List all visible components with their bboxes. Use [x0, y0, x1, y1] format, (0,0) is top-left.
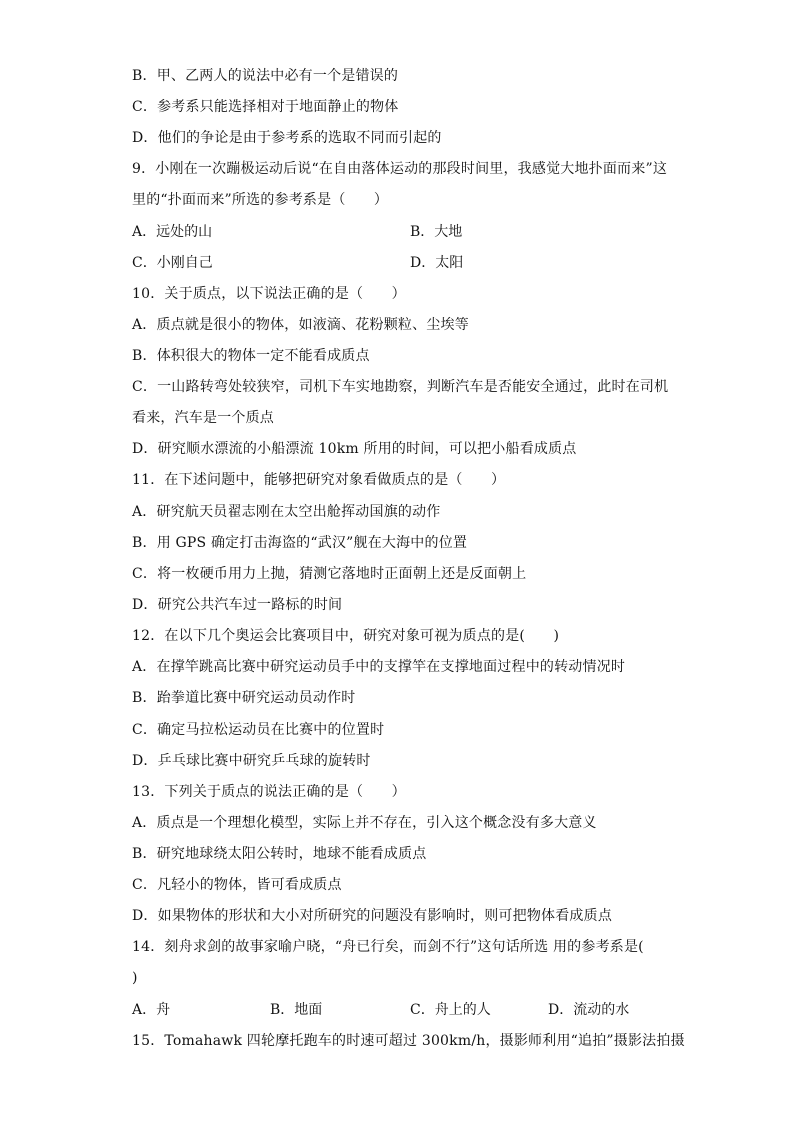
q13-option-c: C．凡轻小的物体，皆可看成质点 — [132, 877, 342, 893]
q8-option-b: B．甲、乙两人的说法中必有一个是错误的 — [132, 68, 399, 84]
q14-option-c: C．舟上的人 — [410, 1002, 491, 1018]
q12-option-b: B．跆拳道比赛中研究运动员动作时 — [132, 690, 356, 706]
q11-stem: 11．在下述问题中，能够把研究对象看做质点的是（ ） — [132, 472, 506, 488]
q12-stem: 12．在以下几个奥运会比赛项目中，研究对象可视为质点的是( ) — [132, 628, 560, 644]
q12-option-d: D．乒乓球比赛中研究乒乓球的旋转时 — [132, 753, 371, 769]
q9-option-d: D．太阳 — [410, 255, 464, 271]
q12-option-a: A．在撑竿跳高比赛中研究运动员手中的支撑竿在支撑地面过程中的转动情况时 — [132, 659, 626, 675]
q10-option-c-line-2: 看来，汽车是一个质点 — [132, 410, 274, 426]
q9-stem-line-2: 里的“扑面而来”所选的参考系是（ ） — [132, 192, 389, 208]
q10-option-a: A．质点就是很小的物体，如液滴、花粉颗粒、尘埃等 — [132, 317, 469, 333]
q12-option-c: C．确定马拉松运动员在比赛中的位置时 — [132, 722, 385, 738]
q11-option-b: B．用 GPS 确定打击海盗的“武汉”舰在大海中的位置 — [132, 535, 468, 551]
q13-option-b: B．研究地球绕太阳公转时，地球不能看成质点 — [132, 846, 427, 862]
q14-option-d: D．流动的水 — [548, 1002, 630, 1018]
q8-option-c: C．参考系只能选择相对于地面静止的物体 — [132, 99, 399, 115]
q13-option-a: A．质点是一个理想化模型，实际上并不存在，引入这个概念没有多大意义 — [132, 815, 597, 831]
q14-stem-line-1: 14．刻舟求剑的故事家喻户晓，“舟已行矣，而剑不行”这句话所选 用的参考系是( — [132, 939, 644, 955]
q9-option-a: A．远处的山 — [132, 224, 213, 240]
q11-option-c: C．将一枚硬币用力上抛，猜测它落地时正面朝上还是反面朝上 — [132, 566, 527, 582]
q10-option-c-line-1: C．一山路转弯处较狭窄，司机下车实地勘察，判断汽车是否能安全通过，此时在司机 — [132, 379, 669, 395]
q8-option-d: D．他们的争论是由于参考系的选取不同而引起的 — [132, 130, 442, 146]
q9-option-b: B．大地 — [410, 224, 463, 240]
q14-option-a: A．舟 — [132, 1002, 171, 1018]
q11-option-d: D．研究公共汽车过一路标的时间 — [132, 597, 343, 613]
q10-stem: 10．关于质点，以下说法正确的是（ ） — [132, 286, 406, 302]
q9-option-c: C．小刚自己 — [132, 255, 213, 271]
q13-option-d: D．如果物体的形状和大小对所研究的问题没有影响时，则可把物体看成质点 — [132, 908, 613, 924]
q9-stem-line-1: 9．小刚在一次蹦极运动后说“在自由落体运动的那段时间里，我感觉大地扑面而来”这 — [132, 161, 668, 177]
q13-stem: 13．下列关于质点的说法正确的是（ ） — [132, 784, 406, 800]
q10-option-b: B．体积很大的物体一定不能看成质点 — [132, 348, 370, 364]
q10-option-d: D．研究顺水漂流的小船漂流 10km 所用的时间，可以把小船看成质点 — [132, 441, 577, 457]
q14-option-b: B．地面 — [270, 1002, 323, 1018]
q14-stem-line-2: ) — [132, 970, 138, 986]
q15-stem-line-1: 15．Tomahawk 四轮摩托跑车的时速可超过 300km/h，摄影师利用“追拍”摄影法拍摄 — [132, 1033, 685, 1049]
q11-option-a: A．研究航天员翟志刚在太空出舱挥动国旗的动作 — [132, 504, 441, 520]
